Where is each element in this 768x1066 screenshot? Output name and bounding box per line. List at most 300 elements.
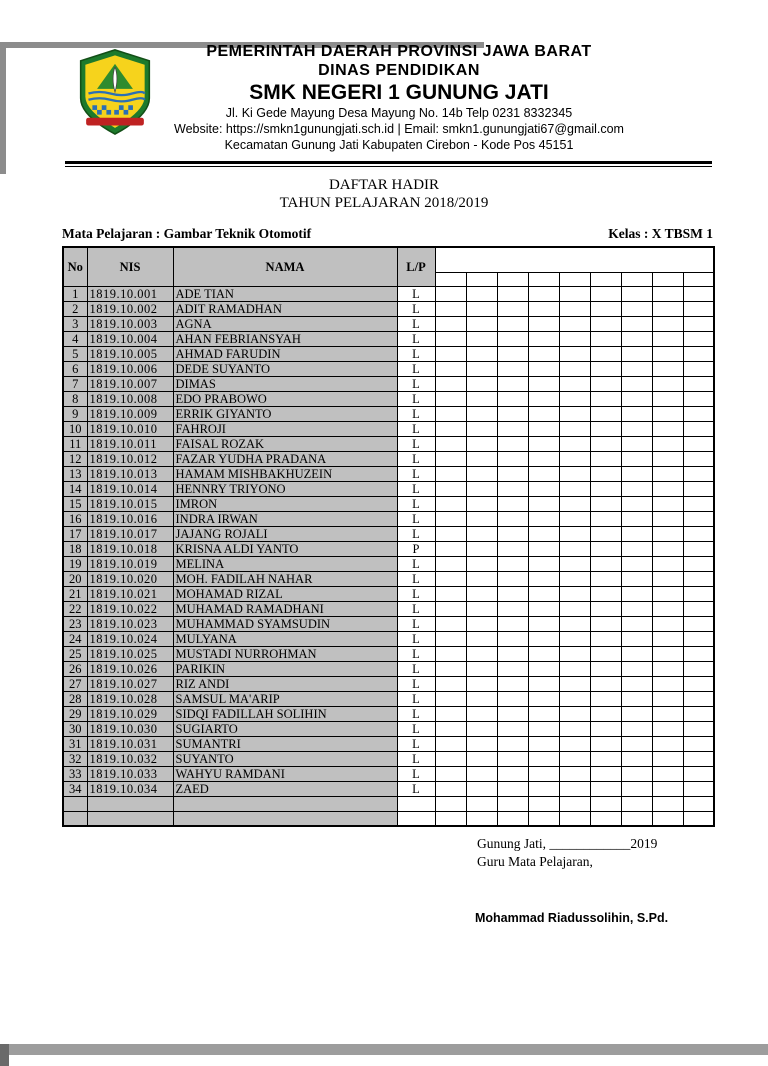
attendance-cell [435,526,466,541]
attendance-cell [435,646,466,661]
attendance-cell [497,361,528,376]
attendance-cell [435,811,466,826]
attendance-cell [466,796,497,811]
attendance-cell [590,736,621,751]
attendance-cell [652,361,683,376]
cell-lp: L [397,631,435,646]
signature-block [62,835,713,925]
cell-nis: 1819.10.003 [87,316,173,331]
attendance-cell [559,511,590,526]
cell-lp: L [397,496,435,511]
school-website-email: Website: https://smkn1gunungjati.sch.id | Email: smkn1.gunungjati67@gmail.com [174,122,624,136]
attendance-cell [652,346,683,361]
attendance-cell [435,631,466,646]
attendance-cell [466,436,497,451]
attendance-cell [652,676,683,691]
attendance-cell [435,436,466,451]
attendance-cell [466,346,497,361]
cell-nama: MOHAMAD RIZAL [173,586,397,601]
attendance-subheader-cell [621,272,652,286]
cell-no: 12 [63,451,87,466]
cell-no: 24 [63,631,87,646]
attendance-cell [652,481,683,496]
emblem-shield-icon [76,46,154,138]
cell-nama: KRISNA ALDI YANTO [173,541,397,556]
cell-nama: PARIKIN [173,661,397,676]
student-row [63,466,714,481]
attendance-cell [466,406,497,421]
attendance-cell [497,766,528,781]
attendance-cell [559,406,590,421]
attendance-cell [621,331,652,346]
attendance-cell [590,301,621,316]
student-row [63,301,714,316]
attendance-cell [559,466,590,481]
attendance-cell [559,601,590,616]
attendance-subheader-cell [528,272,559,286]
attendance-cell [683,481,714,496]
cell-lp: P [397,541,435,556]
attendance-cell [528,541,559,556]
attendance-cell [652,556,683,571]
attendance-cell [590,556,621,571]
cell-nis: 1819.10.009 [87,406,173,421]
attendance-cell [435,466,466,481]
attendance-cell [621,466,652,481]
attendance-cell [466,556,497,571]
attendance-cell [466,571,497,586]
attendance-cell [435,361,466,376]
attendance-cell [590,586,621,601]
col-header-lp: L/P [397,247,435,286]
attendance-cell [590,691,621,706]
attendance-cell [497,676,528,691]
cell-nama: MELINA [173,556,397,571]
scan-artifact-corner [0,1044,9,1066]
attendance-cell [590,751,621,766]
cell-nis: 1819.10.024 [87,631,173,646]
attendance-cell [590,391,621,406]
attendance-cell [621,721,652,736]
attendance-cell [683,631,714,646]
attendance-cell [621,706,652,721]
attendance-cell [497,346,528,361]
empty-cell [173,796,397,811]
cell-no: 29 [63,706,87,721]
cell-lp: L [397,481,435,496]
attendance-cell [528,601,559,616]
student-row [63,676,714,691]
school-address: Jl. Ki Gede Mayung Desa Mayung No. 14b Telp 0231 8332345 [225,106,573,120]
attendance-cell [652,316,683,331]
cell-no: 30 [63,721,87,736]
cell-nis: 1819.10.021 [87,586,173,601]
attendance-cell [435,616,466,631]
cell-nis: 1819.10.028 [87,691,173,706]
cell-lp: L [397,766,435,781]
cell-lp: L [397,406,435,421]
attendance-cell [590,496,621,511]
cell-nama: IMRON [173,496,397,511]
cell-lp: L [397,331,435,346]
cell-no: 17 [63,526,87,541]
attendance-cell [652,751,683,766]
subject-label: Mata Pelajaran : Gambar Teknik Otomotif [62,226,312,241]
attendance-cell [528,781,559,796]
attendance-cell [652,421,683,436]
attendance-cell [590,286,621,301]
attendance-cell [497,511,528,526]
attendance-cell [590,646,621,661]
student-row [63,346,714,361]
cell-nis: 1819.10.034 [87,781,173,796]
attendance-cell [466,616,497,631]
attendance-cell [621,376,652,391]
student-row [63,631,714,646]
cell-nama: RIZ ANDI [173,676,397,691]
col-header-no: No [63,247,87,286]
cell-lp: L [397,451,435,466]
cell-nama: ZAED [173,781,397,796]
attendance-cell [435,301,466,316]
attendance-cell [683,286,714,301]
cell-lp: L [397,301,435,316]
attendance-cell [497,781,528,796]
attendance-cell [466,331,497,346]
attendance-cell [683,571,714,586]
attendance-cell [652,376,683,391]
attendance-cell [683,676,714,691]
student-row [63,601,714,616]
cell-nis: 1819.10.016 [87,511,173,526]
cell-lp: L [397,436,435,451]
cell-no: 3 [63,316,87,331]
attendance-cell [466,301,497,316]
student-row [63,406,714,421]
attendance-cell [621,346,652,361]
attendance-cell [559,796,590,811]
attendance-cell [590,766,621,781]
cell-nama: DEDE SUYANTO [173,361,397,376]
cell-no: 25 [63,646,87,661]
attendance-cell [652,586,683,601]
cell-nama: INDRA IRWAN [173,511,397,526]
empty-row [63,796,714,811]
cell-no: 11 [63,436,87,451]
attendance-cell [435,751,466,766]
cell-no: 9 [63,406,87,421]
document-page [0,42,768,1066]
cell-no: 5 [63,346,87,361]
cell-no: 18 [63,541,87,556]
attendance-cell [466,781,497,796]
cell-nis: 1819.10.017 [87,526,173,541]
cell-lp: L [397,586,435,601]
attendance-cell [528,421,559,436]
cell-lp: L [397,421,435,436]
cell-nis: 1819.10.012 [87,451,173,466]
attendance-cell [559,631,590,646]
attendance-cell [621,766,652,781]
attendance-cell [528,571,559,586]
attendance-cell [559,811,590,826]
attendance-cell [652,646,683,661]
cell-no: 13 [63,466,87,481]
cell-lp: L [397,661,435,676]
attendance-cell [559,496,590,511]
attendance-cell [435,721,466,736]
cell-nis: 1819.10.015 [87,496,173,511]
attendance-cell [621,811,652,826]
attendance-cell [652,631,683,646]
attendance-cell [528,526,559,541]
attendance-cell [466,736,497,751]
col-header-nis: NIS [87,247,173,286]
attendance-cell [621,406,652,421]
attendance-cell [621,781,652,796]
attendance-cell [559,751,590,766]
cell-lp: L [397,376,435,391]
attendance-cell [559,376,590,391]
cell-nama: MUHAMMAD SYAMSUDIN [173,616,397,631]
attendance-subheader-cell [683,272,714,286]
cell-no: 31 [63,736,87,751]
attendance-cell [466,361,497,376]
attendance-cell [652,721,683,736]
attendance-cell [435,511,466,526]
attendance-cell [559,571,590,586]
attendance-cell [683,511,714,526]
cell-lp: L [397,691,435,706]
attendance-cell [528,676,559,691]
attendance-cell [528,616,559,631]
table-header-row [63,247,714,272]
student-row [63,511,714,526]
attendance-cell [528,586,559,601]
cell-no: 23 [63,616,87,631]
cell-nis: 1819.10.007 [87,376,173,391]
attendance-cell [621,481,652,496]
attendance-subheader-cell [497,272,528,286]
attendance-cell [466,766,497,781]
school-district-postcode: Kecamatan Gunung Jati Kabupaten Cirebon - Kode Pos 45151 [224,138,574,152]
cell-no: 22 [63,601,87,616]
attendance-cell [621,301,652,316]
attendance-cell [621,601,652,616]
attendance-cell [590,466,621,481]
cell-lp: L [397,736,435,751]
attendance-cell [683,406,714,421]
cell-nis: 1819.10.008 [87,391,173,406]
attendance-cell [466,676,497,691]
attendance-cell [497,451,528,466]
attendance-cell [497,541,528,556]
student-row [63,481,714,496]
attendance-subheader-cell [652,272,683,286]
attendance-cell [652,286,683,301]
attendance-cell [590,451,621,466]
attendance-cell [590,541,621,556]
attendance-cell [683,391,714,406]
attendance-cell [621,391,652,406]
attendance-cell [528,481,559,496]
attendance-cell [683,526,714,541]
attendance-cell [683,721,714,736]
student-row [63,421,714,436]
attendance-cell [652,541,683,556]
province-name: PEMERINTAH DAERAH PROVINSI JAWA BARAT [206,43,592,60]
attendance-cell [683,556,714,571]
school-name: SMK NEGERI 1 GUNUNG JATI [249,81,549,104]
empty-row [63,811,714,826]
attendance-cell [559,526,590,541]
empty-cell [397,811,435,826]
cell-nama: SUYANTO [173,751,397,766]
attendance-cell [559,706,590,721]
attendance-cell [528,661,559,676]
attendance-cell [497,751,528,766]
attendance-cell [683,781,714,796]
attendance-subheader-cell [466,272,497,286]
attendance-cell [621,541,652,556]
cell-nama: EDO PRABOWO [173,391,397,406]
attendance-cell [652,526,683,541]
attendance-cell [435,286,466,301]
attendance-cell [559,556,590,571]
attendance-cell [435,346,466,361]
student-row [63,376,714,391]
attendance-cell [435,571,466,586]
attendance-cell [590,376,621,391]
attendance-cell [590,346,621,361]
cell-nama: HAMAM MISHBAKHUZEIN [173,466,397,481]
attendance-subheader-cell [435,272,466,286]
student-row [63,331,714,346]
cell-lp: L [397,361,435,376]
cell-no: 27 [63,676,87,691]
cell-nama: SAMSUL MA'ARIP [173,691,397,706]
attendance-cell [621,526,652,541]
attendance-cell [559,391,590,406]
attendance-cell [466,526,497,541]
attendance-cell [435,766,466,781]
cell-no: 19 [63,556,87,571]
student-row [63,751,714,766]
cell-lp: L [397,466,435,481]
cell-no: 14 [63,481,87,496]
attendance-cell [559,421,590,436]
attendance-cell [435,661,466,676]
attendance-cell [559,436,590,451]
student-row [63,781,714,796]
cell-nama: MUHAMAD RAMADHANI [173,601,397,616]
attendance-cell [621,751,652,766]
cell-no: 32 [63,751,87,766]
attendance-cell [435,676,466,691]
attendance-cell [528,646,559,661]
attendance-cell [590,526,621,541]
attendance-cell [683,331,714,346]
cell-nis: 1819.10.023 [87,616,173,631]
attendance-table [62,246,715,827]
cell-lp: L [397,571,435,586]
attendance-cell [683,316,714,331]
attendance-cell [497,571,528,586]
attendance-cell [652,781,683,796]
empty-cell [397,796,435,811]
attendance-cell [528,451,559,466]
cell-nis: 1819.10.026 [87,661,173,676]
attendance-cell [466,721,497,736]
attendance-cell [683,766,714,781]
attendance-cell [497,496,528,511]
attendance-cell [683,496,714,511]
attendance-cell [683,706,714,721]
cell-nis: 1819.10.013 [87,466,173,481]
attendance-cell [435,706,466,721]
student-row [63,526,714,541]
cell-no: 33 [63,766,87,781]
attendance-cell [652,406,683,421]
cell-nis: 1819.10.031 [87,736,173,751]
attendance-cell [652,661,683,676]
cell-no: 8 [63,391,87,406]
attendance-cell [435,601,466,616]
attendance-cell [466,391,497,406]
attendance-cell [435,451,466,466]
attendance-cell [621,631,652,646]
cell-no: 6 [63,361,87,376]
attendance-cell [590,361,621,376]
cell-nama: DIMAS [173,376,397,391]
attendance-cell [497,286,528,301]
attendance-cell [652,571,683,586]
cell-nama: SUGIARTO [173,721,397,736]
attendance-cell [528,766,559,781]
student-row [63,316,714,331]
attendance-cell [559,286,590,301]
cell-nama: MOH. FADILAH NAHAR [173,571,397,586]
attendance-cell [528,331,559,346]
student-row [63,706,714,721]
attendance-cell [683,376,714,391]
attendance-cell [466,706,497,721]
attendance-cell [590,421,621,436]
attendance-cell [683,586,714,601]
attendance-cell [466,376,497,391]
attendance-cell [528,706,559,721]
attendance-cell [590,616,621,631]
attendance-cell [497,391,528,406]
attendance-cell [497,331,528,346]
attendance-cell [590,796,621,811]
attendance-cell [652,796,683,811]
student-row [63,496,714,511]
attendance-cell [683,541,714,556]
attendance-cell [466,661,497,676]
attendance-cell [683,451,714,466]
letterhead-divider [65,161,712,167]
student-row [63,766,714,781]
attendance-cell [497,556,528,571]
attendance-cell [621,796,652,811]
attendance-cell [528,436,559,451]
attendance-cell [559,346,590,361]
attendance-cell [621,736,652,751]
attendance-cell [497,631,528,646]
cell-no: 1 [63,286,87,301]
attendance-cell [683,616,714,631]
